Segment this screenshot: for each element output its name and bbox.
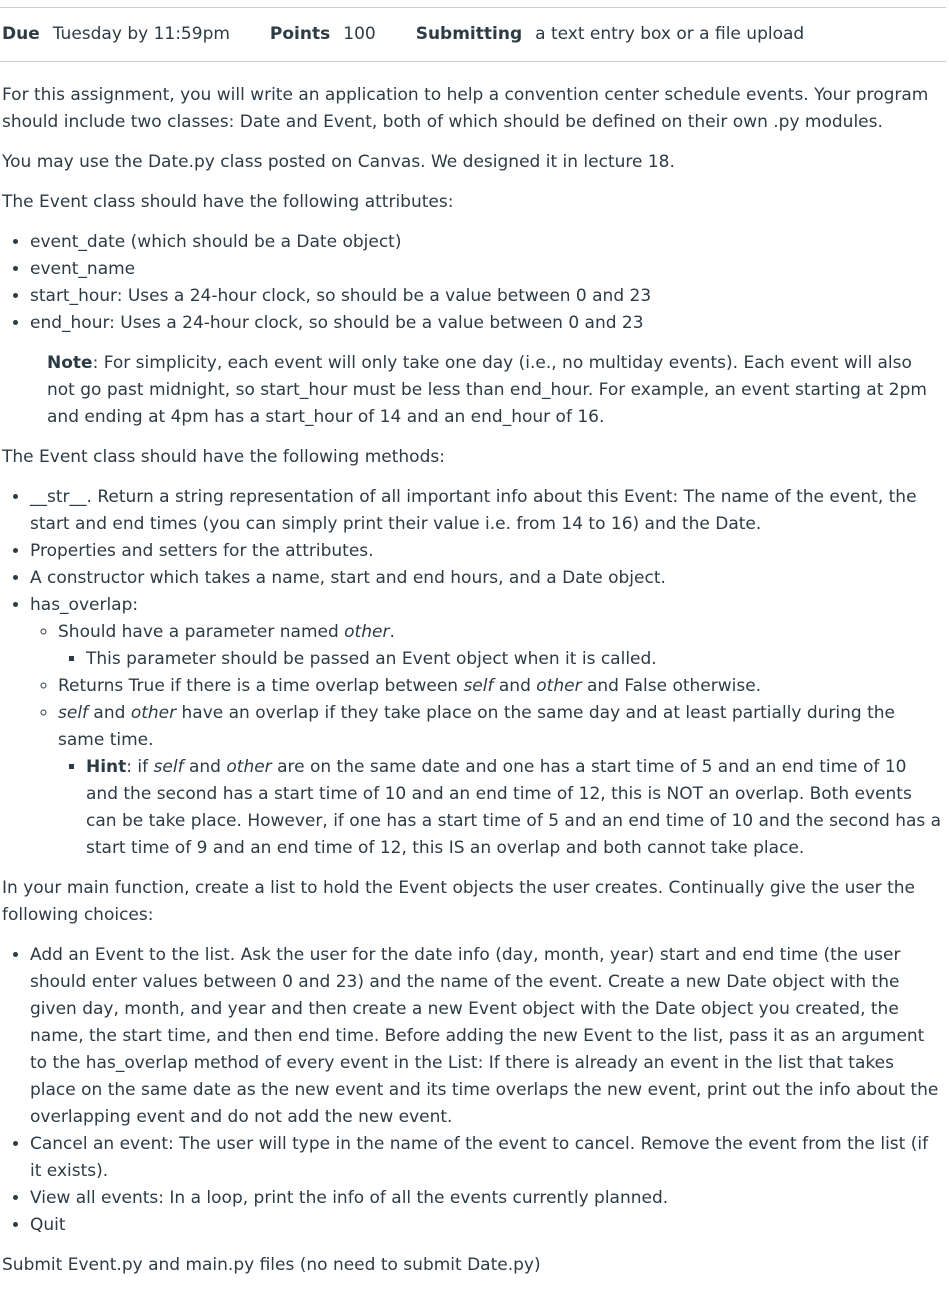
italic-term: other xyxy=(226,757,272,777)
submitting-value: a text entry box or a file upload xyxy=(535,24,805,44)
has-overlap-label: has_overlap: xyxy=(30,595,139,615)
points-field xyxy=(270,21,376,48)
list-item: • Add an Event to the list. Ask the user for the date info (day, month, year) start and end time (the user should enter values between 0 and 23) and the name of the event. Create a new Date object with the given day, month, and year and then create a new Event object with the Date object you created, the name, the start time, and then end time. Before adding the new Event to the list, pass it as an argument to the has_overlap method of every event in the List: If there is already an event in the list that takes place on the same date as the new event and its time overlaps the new event, print out the info about the overlapping event and do not add the new event. xyxy=(30,942,942,1131)
note-label: Note xyxy=(47,353,93,373)
intro-paragraph: For this assignment, you will write an application to help a convention center schedule events. Your program should include two classes: Date and Event, both of which should be defined on their own .py modules. xyxy=(2,85,929,132)
text-span: Should have a parameter named xyxy=(58,622,345,642)
text-span: and xyxy=(183,757,227,777)
main-function-intro: In your main function, create a list to hold the Event objects the user creates. Continually give the user the following choices: xyxy=(2,878,915,925)
italic-term: self xyxy=(58,703,89,723)
list-item: • start_hour: Uses a 24-hour clock, so should be a value between 0 and 23 xyxy=(30,283,942,310)
text-span: : if xyxy=(126,757,154,777)
due-label: Due xyxy=(2,24,40,44)
submission-instructions: Submit Event.py and main.py files (no need to submit Date.py) xyxy=(2,1255,541,1275)
submitting-label: Submitting xyxy=(415,24,523,44)
italic-term: self xyxy=(463,676,494,696)
list-item: • end_hour: Uses a 24-hour clock, so should be a value between 0 and 23 xyxy=(30,310,942,337)
points-value: 100 xyxy=(343,24,376,44)
due-value: Tuesday by 11:59pm xyxy=(52,24,230,44)
parameter-details xyxy=(58,646,942,673)
attributes-intro: The Event class should have the following attributes: xyxy=(2,192,454,212)
list-item: • A constructor which takes a name, start and end hours, and a Date object. xyxy=(30,565,942,592)
list-item: • __str__. Return a string representation of all important info about this Event: The name of the event, the start and end times (you can simply print their value i.e. from 14 to 16) and the Date. xyxy=(30,484,942,538)
italic-term: other xyxy=(130,703,177,723)
italic-term: other xyxy=(344,622,390,642)
text-span: have an overlap if they take place on the same day and at least partially during the same time. xyxy=(58,703,895,750)
text-span: and xyxy=(493,676,537,696)
list-item xyxy=(58,700,942,862)
italic-term: self xyxy=(153,757,184,777)
hint-list xyxy=(58,754,942,862)
attributes-list xyxy=(2,229,942,337)
choices-list xyxy=(2,942,942,1239)
has-overlap-details xyxy=(30,619,942,862)
list-item: • View all events: In a loop, print the info of all the events currently planned. xyxy=(30,1185,942,1212)
note-paragraph xyxy=(47,350,942,431)
list-item xyxy=(58,673,942,700)
text-span: Returns True if there is a time overlap between xyxy=(58,676,464,696)
submitting-field xyxy=(416,21,805,48)
text-span: and False otherwise. xyxy=(581,676,762,696)
italic-term: other xyxy=(536,676,582,696)
text-span: . xyxy=(389,622,395,642)
list-item: ▪ This parameter should be passed an Event object when it is called. xyxy=(86,646,942,673)
assignment-details-bar xyxy=(0,7,946,62)
list-item: • Cancel an event: The user will type in the name of the event to cancel. Remove the event from the list (if it exists). xyxy=(30,1131,942,1185)
list-item xyxy=(86,754,942,862)
list-item: • event_date (which should be a Date object) xyxy=(30,229,942,256)
text-span: are on the same date and one has a start time of 5 and an end time of 10 and the second has a start time of 10 and an end time of 12, this is NOT an overlap. Both events can be take place. However, if one has a start time of 5 and an end time of 10 and the second has a start time of 9 and an end time of 12, this IS an overlap and both cannot take place. xyxy=(86,757,942,858)
assignment-description xyxy=(2,82,942,1292)
list-item xyxy=(58,619,942,673)
text-span: and xyxy=(88,703,131,723)
methods-intro: The Event class should have the following methods: xyxy=(2,447,445,467)
hint-label: Hint xyxy=(86,757,127,777)
points-label: Points xyxy=(269,24,331,44)
list-item: • Properties and setters for the attributes. xyxy=(30,538,942,565)
list-item xyxy=(30,592,942,862)
date-class-paragraph: You may use the Date.py class posted on Canvas. We designed it in lecture 18. xyxy=(2,152,675,172)
list-item: • event_name xyxy=(30,256,942,283)
due-field xyxy=(2,21,230,48)
methods-list xyxy=(2,484,942,862)
note-text: : For simplicity, each event will only take one day (i.e., no multiday events). Each event will also not go past midnight, so start_hour must be less than end_hour. For example, an event starting at 2pm and ending at 4pm has a start_hour of 14 and an end_hour of 16. xyxy=(47,353,927,427)
list-item: • Quit xyxy=(30,1212,942,1239)
